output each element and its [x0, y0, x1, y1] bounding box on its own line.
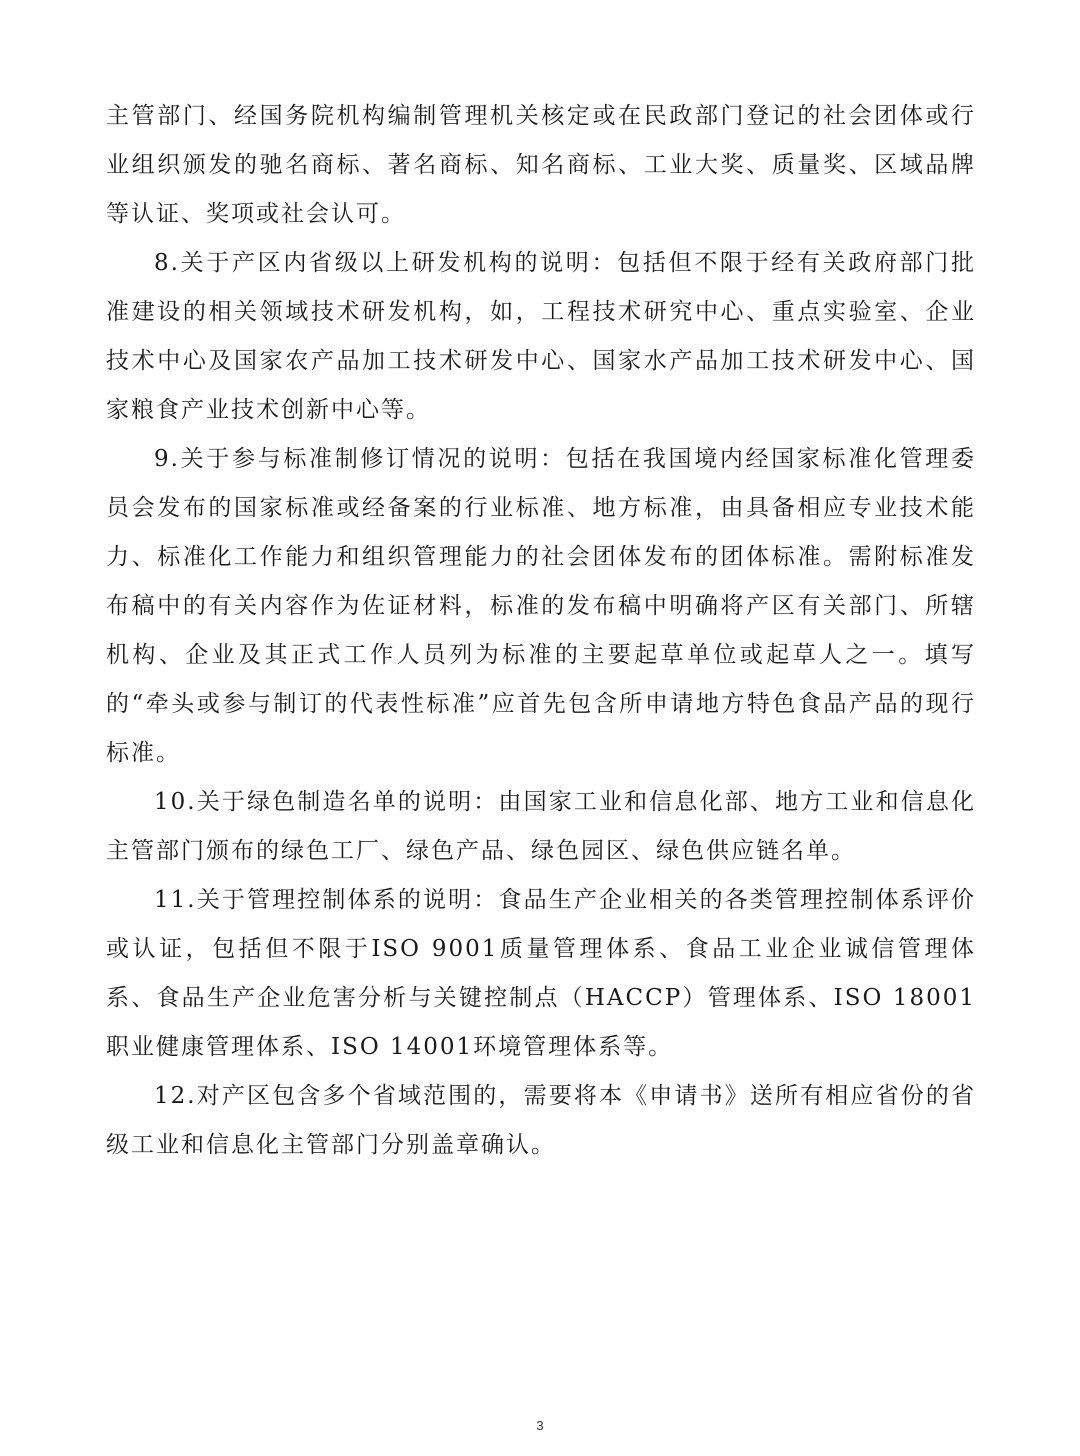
paragraph-item-10: 10.关于绿色制造名单的说明：由国家工业和信息化部、地方工业和信息化主管部门颁布的绿色工厂、绿色产品、绿色园区、绿色供应链名单。 [106, 789, 976, 864]
paragraph-item-9: 9.关于参与标准制修订情况的说明：包括在我国境内经国家标准化管理委员会发布的国家标准或经备案的行业标准、地方标准，由具备相应专业技术能力、标准化工作能力和组织管理能力的社会团体发布的团体标准。需附标准发布稿中的有关内容作为佐证材料，标准的发布稿中明确将产区有关部门、所辖机构、企业及其正式工作人员列为标准的主要起草单位或起草人之一。填写的“牵头或参与制订的代表性标准”应首先包含所申请地方特色食品产品的现行标准。 [106, 446, 976, 766]
page-number: 3 [536, 1418, 544, 1433]
paragraph-item-12: 12.对产区包含多个省域范围的，需要将本《申请书》送所有相应省份的省级工业和信息化主管部门分别盖章确认。 [106, 1083, 976, 1158]
document-body [106, 92, 976, 1170]
paragraph-continuation: 主管部门、经国务院机构编制管理机关核定或在民政部门登记的社会团体或行业组织颁发的驰名商标、著名商标、知名商标、工业大奖、质量奖、区域品牌等认证、奖项或社会认可。 [106, 103, 976, 227]
paragraph-item-8: 8.关于产区内省级以上研发机构的说明：包括但不限于经有关政府部门批准建设的相关领域技术研发机构，如，工程技术研究中心、重点实验室、企业技术中心及国家农产品加工技术研发中心、国家水产品加工技术研发中心、国家粮食产业技术创新中心等。 [106, 250, 976, 423]
paragraph-item-11: 11.关于管理控制体系的说明：食品生产企业相关的各类管理控制体系评价或认证，包括但不限于ISO 9001质量管理体系、食品工业企业诚信管理体系、食品生产企业危害分析与关键控制点（HACCP）管理体系、ISO 18001职业健康管理体系、ISO 14001环境管理体系等。 [106, 887, 976, 1060]
